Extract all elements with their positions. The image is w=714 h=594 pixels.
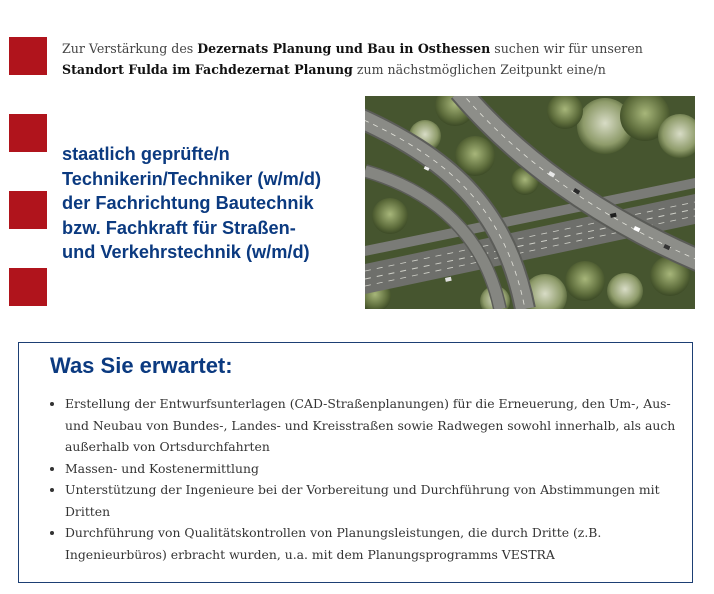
highway-photo [365,96,695,309]
list-item: • Massen- und Kostenermittlung [65,458,695,480]
job-title-line: bzw. Fachkraft für Straßen- [62,217,296,238]
intro-bold-standort: Standort Fulda im Fachdezernat Planung [62,62,353,77]
intro-text-3: zum nächstmöglichen Zeitpunkt eine/n [352,62,606,77]
expectations-box [18,342,693,583]
expectations-heading: Was Sie erwartet: [50,353,233,378]
list-item: • Erstellung der Entwurfsunterlagen (CAD-Straßenplanungen) für die Erneuerung, den Um-, Aus- und Neubau von Bundes-, Landes- und Kreisstraßen sowie Radwegen sowohl innerhalb, als auch außerhalb von Ortsdurchfahrten [65,393,695,458]
red-square-4 [9,268,47,306]
intro-bold-dezernat: Dezernats Planung und Bau in Osthessen [197,41,491,56]
red-square-1 [9,37,47,75]
intro-text-2: suchen wir für unseren [490,41,643,56]
job-title-line: staatlich geprüfte/n [62,144,230,164]
highway-interchange-illustration [365,96,695,309]
intro-paragraph [62,38,702,80]
intro-text-1: Zur Verstärkung des [62,41,198,56]
job-title [62,142,362,265]
expectations-list [49,393,695,565]
job-title-line: der Fachrichtung Bautechnik [62,193,314,213]
job-title-line: und Verkehrstechnik (w/m/d) [62,242,310,262]
list-item: • Unterstützung der Ingenieure bei der Vorbereitung und Durchführung von Abstimmungen mit Dritten [65,479,695,522]
list-item: • Durchführung von Qualitätskontrollen von Planungsleistungen, die durch Dritte (z.B. Ingenieurbüros) erbracht wurden, u.a. mit dem Planungsprogramms VESTRA [65,522,695,565]
red-square-3 [9,191,47,229]
red-square-2 [9,114,47,152]
job-title-line: Technikerin/Techniker (w/m/d) [62,168,322,189]
